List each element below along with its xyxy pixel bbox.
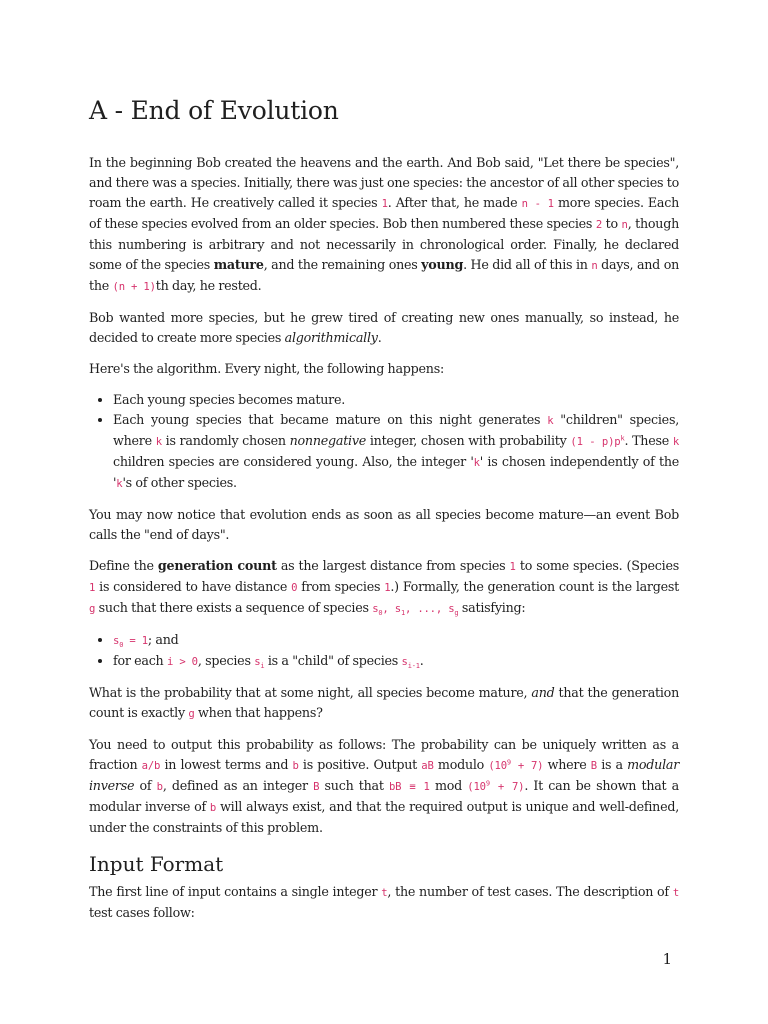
input-format-heading: Input Format <box>89 852 224 876</box>
page-number: 1 <box>662 950 672 968</box>
question-paragraph: What is the probability that at some night, all species become mature, and that the generation count is exactly g when that happens? <box>89 685 679 720</box>
algorithm-intro-paragraph: Bob wanted more species, but he grew tired of creating new ones manually, so instead, he decided to create more species algorithmically. <box>89 310 679 345</box>
list-item: • Each young species that became mature on this night generates k "children" species, where k is randomly chosen nonnegative integer, chosen with probability $(1 - p)p^k$. These k children species are considered young. Also, the integer 'k' is chosen independently of the 'k's of other species. <box>113 410 679 494</box>
input-format-paragraph: The first line of input contains a single integer t, the number of test cases. The description of t test cases follow: <box>89 884 679 920</box>
output-spec-paragraph: You need to output this probability as follows: The probability can be uniquely written as a fraction a/b in lowest terms and b is positive. Output aB modulo $(10^9 + 7)$ where B is a modular inverse of b, defined as an integer B such that bB ≡ 1 mod $(10^9 + 7)$. It can be shown that a modular inverse of b will always exist, and that the required output is unique and well-defined, under the constraints of this problem. <box>89 737 680 835</box>
list-item: • $s_0 = 1$; and <box>113 630 679 651</box>
problem-title: A - End of Evolution <box>89 96 339 125</box>
intro-paragraph: In the beginning Bob created the heavens and the earth. And Bob said, "Let there be species", and there was a species. Initially, there was just one species: the ancestor of all other species to roam the earth. He creatively called it species 1. After that, he made n - 1 more species. Each of these species evolved from an older species. Bob then numbered these species 2 to n, though this numbering is arbitrary and not necessarily in chronological order. Finally, he declared some of the species mature, and the remaining ones young. He did all of this in n days, and on the (n + 1)th day, he rested. <box>89 155 680 293</box>
end-of-days-paragraph: You may now notice that evolution ends as soon as all species become mature—an event Bob calls the "end of days". <box>89 507 679 542</box>
algorithm-steps-list <box>89 390 679 494</box>
generation-count-paragraph: Define the generation count as the largest distance from species 1 to some species. (Species 1 is considered to have distance 0 from species 1.) Formally, the generation count is the largest g such that there exists a sequence of species $s_0$, $s_1$, ..., $s_g$ satisfying: <box>89 558 679 618</box>
sequence-conditions-list <box>89 630 679 672</box>
algorithm-lead-paragraph: Here's the algorithm. Every night, the following happens: <box>89 361 444 376</box>
list-item: • for each i > 0, species $s_i$ is a "child" of species $s_{i-1}$. <box>113 651 679 672</box>
list-item: • Each young species becomes mature. <box>113 390 679 410</box>
